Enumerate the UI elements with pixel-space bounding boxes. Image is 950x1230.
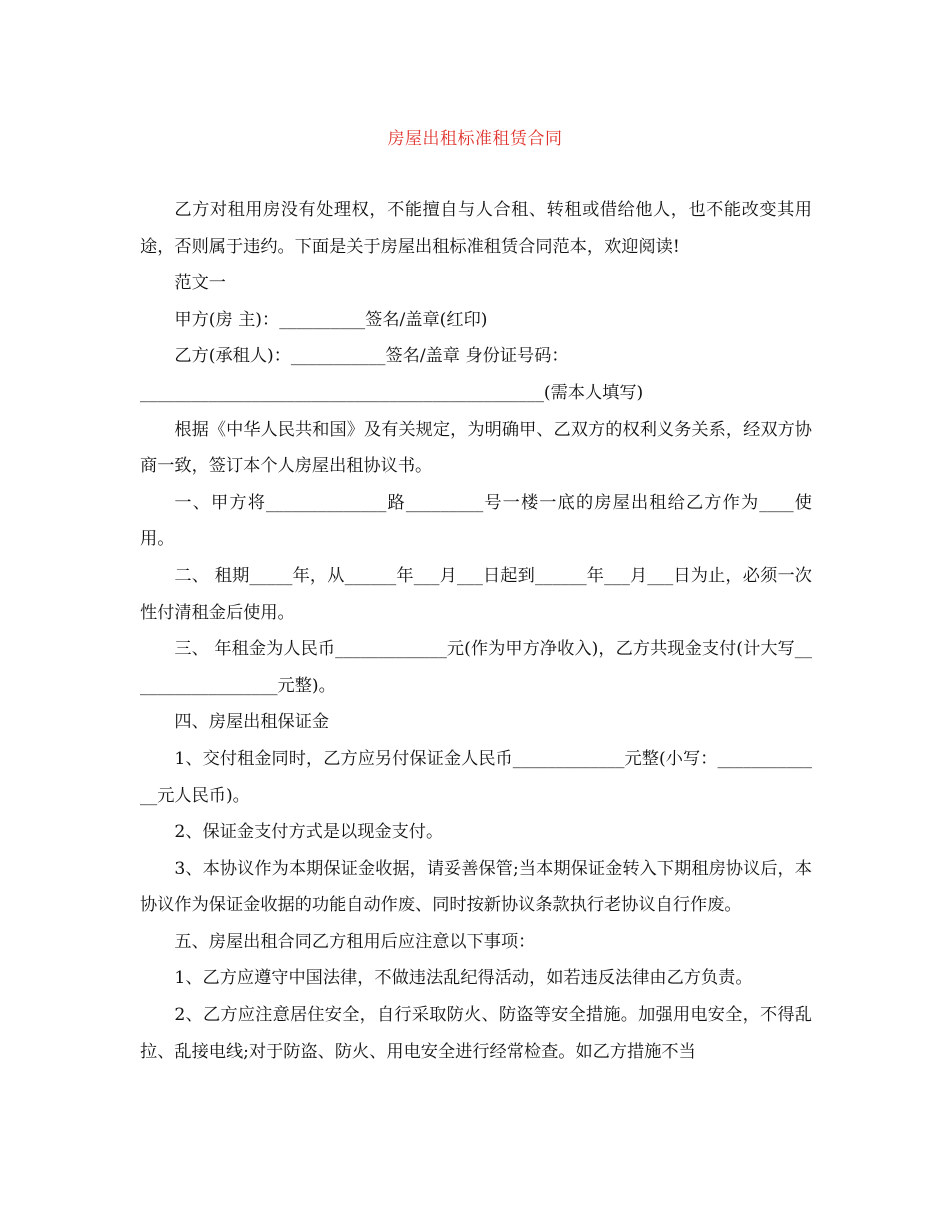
clause-4-heading: 四、房屋出租保证金 (174, 712, 330, 733)
legal-basis-paragraph: 根据《中华人民共和国》及有关规定，为明确甲、乙双方的权利义务关系，经双方协商一致，签订本个人房屋出租协议书。 (140, 419, 812, 477)
party-b-line: 乙方(承租人)：___________签名/盖章 身份证号码： (174, 346, 569, 367)
party-a-line: 甲方(房 主)：__________签名/盖章(红印) (174, 309, 488, 330)
intro-paragraph: 乙方对租用房没有处理权，不能擅自与人合租、转租或借给他人，也不能改变其用途，否则属于违约。下面是关于房屋出租标准租赁合同范本，欢迎阅读! (140, 200, 812, 257)
id-number-blank-line: _______________________________________________(需本人填写) (140, 382, 644, 403)
clause-5-item-1: 1、乙方应遵守中国法律，不做违法乱纪得活动，如若违反法律由乙方负责。 (174, 968, 753, 989)
clause-4-item-3: 3、本协议作为本期保证金收据，请妥善保管;当本期保证金转入下期租房协议后，本协议作为保证金收据的功能自动作废、同时按新协议条款执行老协议自行作废。 (140, 858, 812, 916)
document-title: 房屋出租标准租赁合同 (387, 129, 563, 149)
document-body (140, 192, 812, 1070)
sample-heading: 范文一 (174, 273, 226, 294)
clause-3-rent: 三、 年租金为人民币_____________元(作为甲方净收入)，乙方共现金支付(计大写__________________元整)。 (140, 639, 812, 696)
clause-4-item-2: 2、保证金支付方式是以现金支付。 (174, 822, 444, 843)
clause-1-premises: 一、甲方将______________路_________号一楼一底的房屋出租给乙方作为____使用。 (140, 492, 812, 550)
clause-4-item-1: 1、交付租金同时，乙方应另付保证金人民币_____________元整(小写：_____________元人民币)。 (140, 748, 812, 806)
clause-2-term: 二、 租期_____年，从______年___月___日起到______年___月___日为止，必须一次性付清租金后使用。 (140, 565, 812, 623)
clause-5-item-2: 2、乙方应注意居住安全，自行采取防火、防盗等安全措施。加强用电安全，不得乱拉、乱接电线;对于防盗、防火、用电安全进行经常检查。如乙方措施不当 (140, 1005, 812, 1062)
clause-5-heading: 五、房屋出租合同乙方租用后应注意以下事项： (174, 931, 536, 952)
